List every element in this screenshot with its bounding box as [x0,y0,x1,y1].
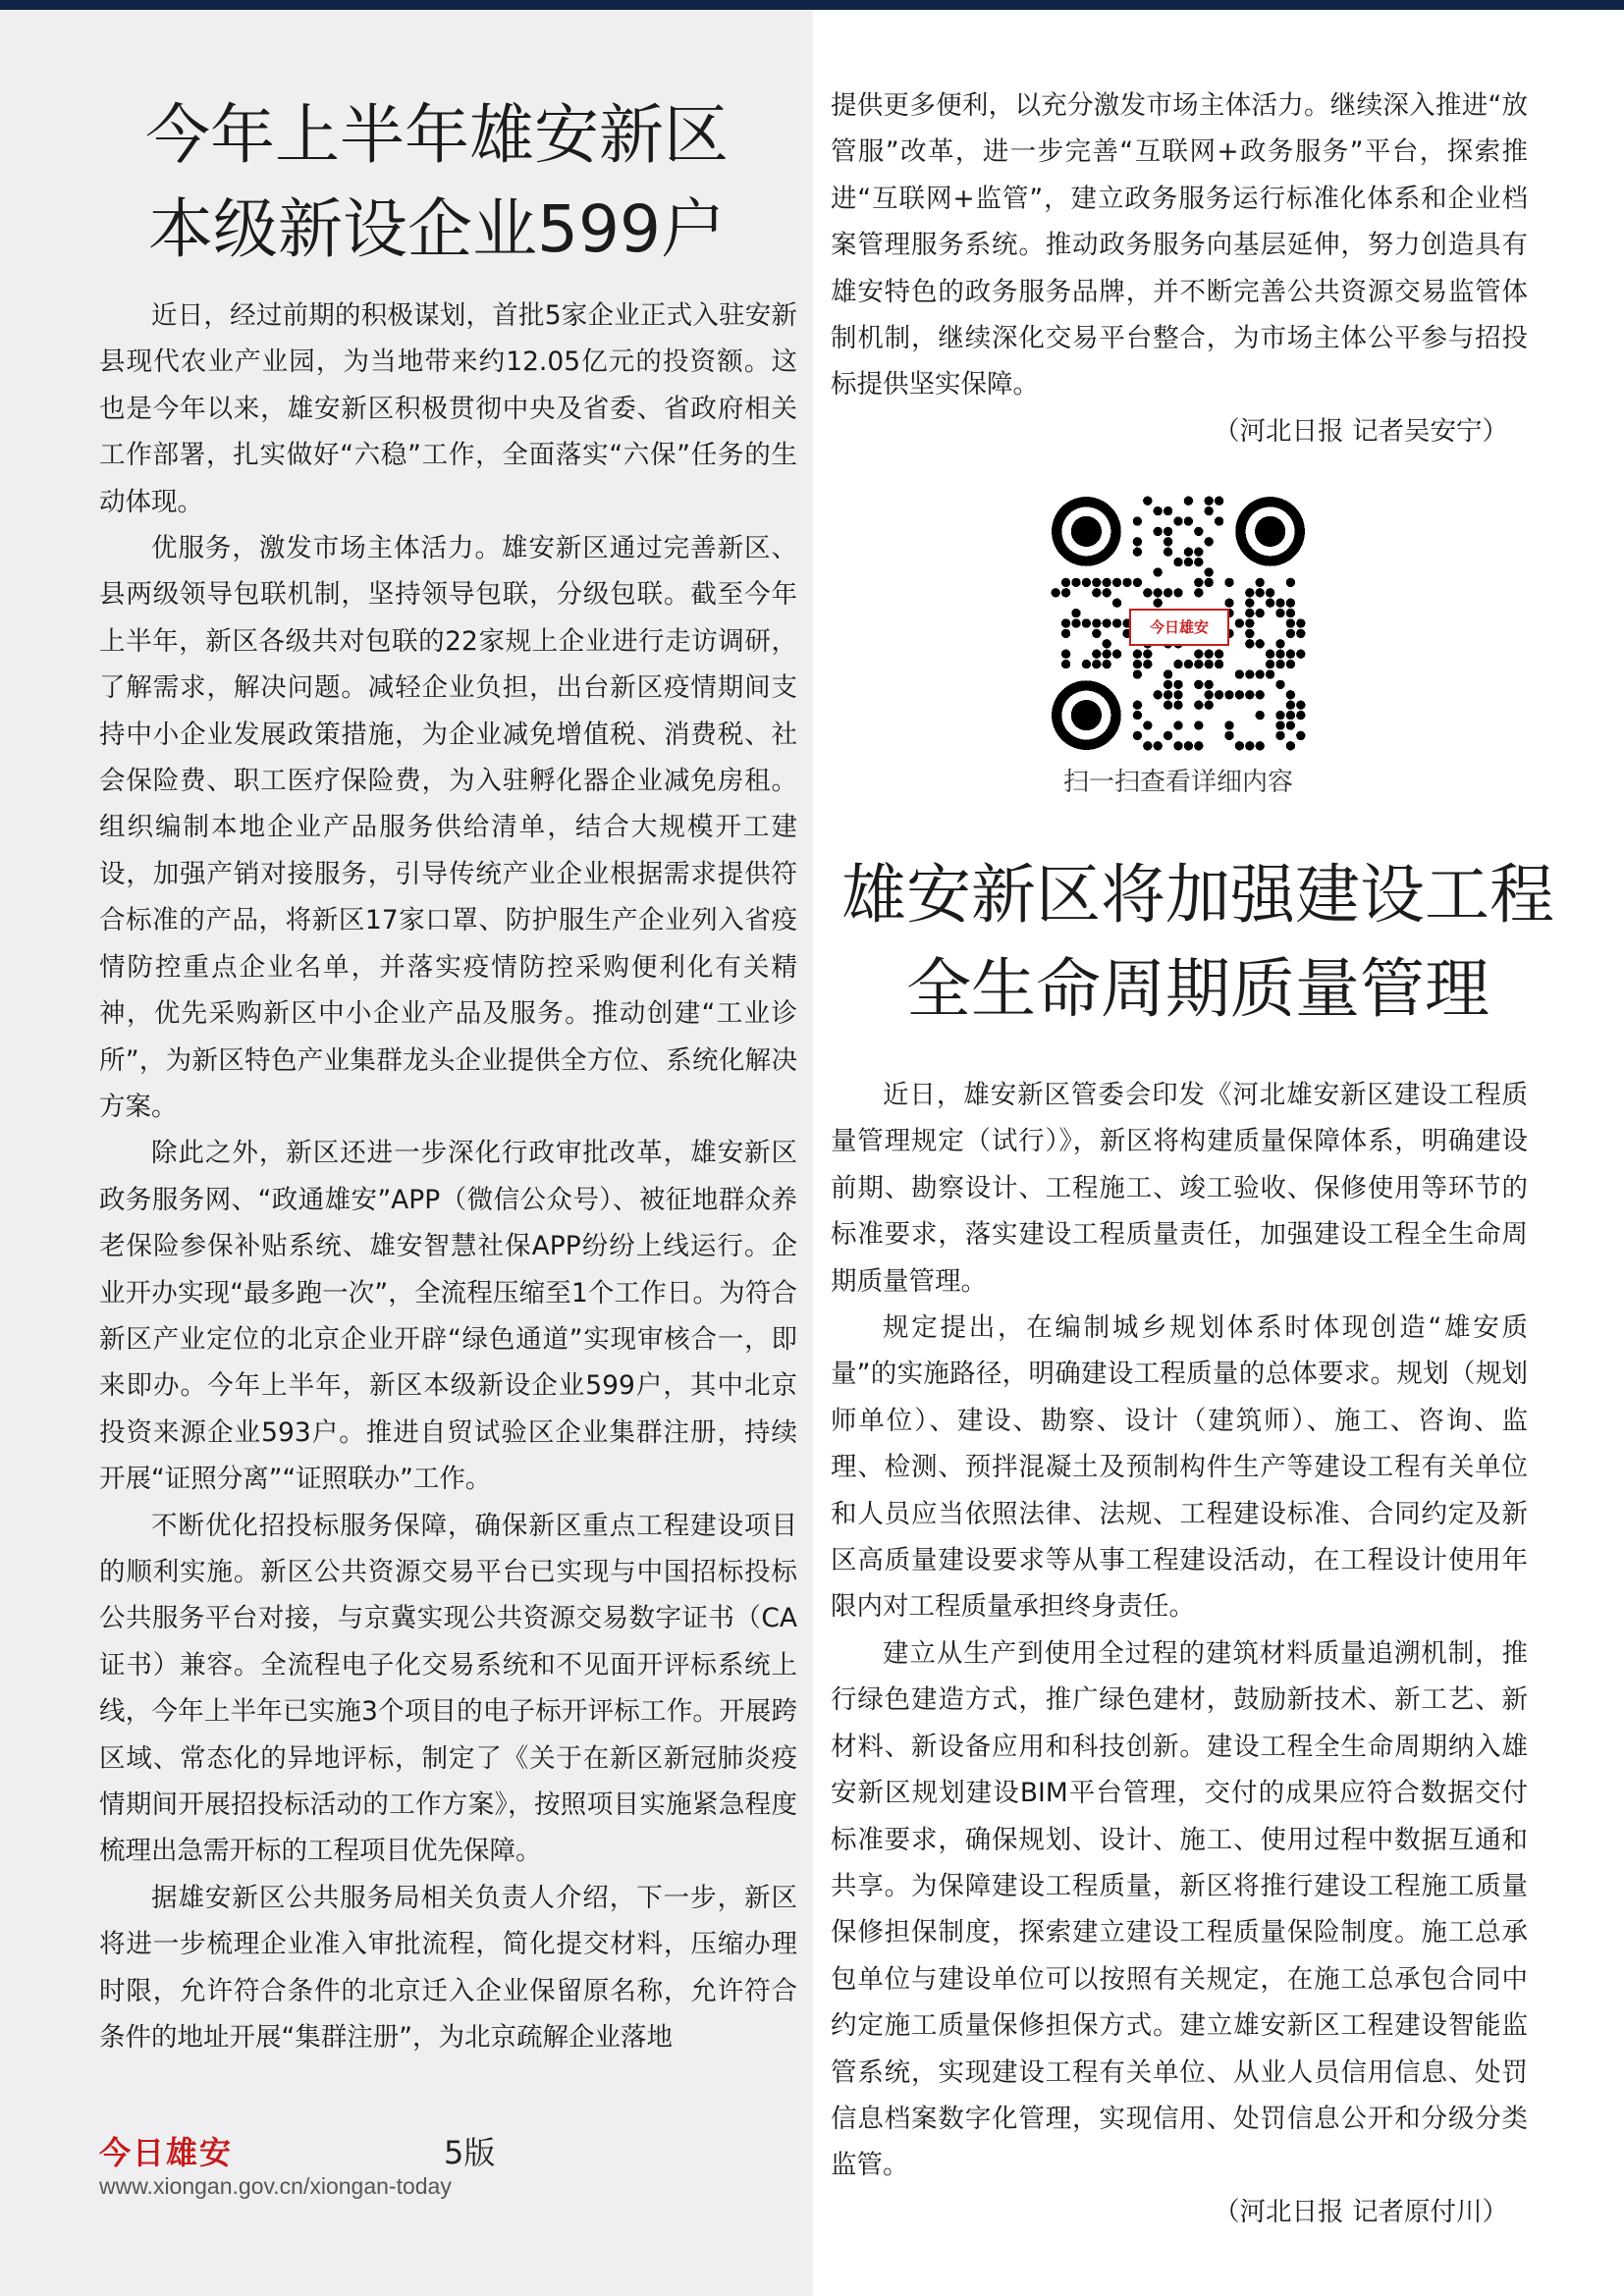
qr-module [1266,669,1274,678]
qr-module [1286,578,1295,587]
qr-module [1194,660,1203,668]
qr-module [1173,660,1182,668]
qr-module [1245,609,1254,617]
qr-module [1173,680,1182,689]
qr-module [1286,599,1295,608]
qr-module [1164,548,1172,557]
qr-module [1266,660,1274,668]
qr-module [1266,650,1274,659]
article2-paragraph: 近日，雄安新区管委会印发《河北雄安新区建设工程质量管理规定（试行）》，新区将构建质量保障体系，明确建设前期、勘察设计、工程施工、竣工验收、保修使用等环节的标准要求，落实建设工程质量责任，加强建设工程全生命周期质量管理。 [831,1080,1528,1297]
qr-module [1173,588,1182,597]
qr-module [1133,701,1142,710]
qr-module [1103,578,1111,587]
qr-module [1184,741,1193,750]
qr-module [1184,548,1193,557]
qr-module [1245,629,1254,638]
top-bar [0,0,1624,10]
qr-module [1071,618,1080,627]
qr-module [1154,507,1163,515]
qr-module [1224,721,1233,729]
footer-logo: 今日雄安 [99,2134,234,2171]
qr-module [1164,690,1172,699]
qr-module [1296,618,1305,627]
article1-paragraph: 优服务，激发市场主体活力。雄安新区通过完善新区、县两级领导包联机制，坚持领导包联，分级包联。截至今年上半年，新区各级共对包联的22家规上企业进行走访调研，了解需求，解决问题。减轻企业负担，出台新区疫情期间支持中小企业发展政策措施，为企业减免增值税、消费税、社会保险费、职工医疗保险费，为入驻孵化器企业减免房租。组织编制本地企业产品服务供给清单，结合大规模开工建设，加强产销对接服务，引导传统产业企业根据需求提供符合标准的产品，将新区17家口罩、防护服生产企业列入省疫情防控重点企业名单，并落实疫情防控采购便利化有关精神，优先采购新区中小企业产品及服务。推动创建“工业诊所”，为新区特色产业集群龙头企业提供全方位、系统化解决方案。 [99,533,797,1122]
article2-body [831,1072,1528,2235]
qr-module [1296,650,1305,659]
qr-module [1275,721,1284,729]
qr-module [1205,497,1214,506]
qr-module [1275,731,1284,740]
page-number: 5版 [444,2134,496,2171]
qr-module [1286,660,1295,668]
qr-module [1296,629,1305,638]
article1-byline: （河北日报 记者吴安宁） [1214,415,1508,447]
qr-module [1215,516,1223,525]
qr-module [1256,609,1265,617]
qr-module [1154,567,1163,576]
qr-module [1061,660,1070,668]
qr-module [1122,578,1131,587]
qr-module [1071,578,1080,587]
qr-module [1154,588,1163,597]
article2-title-line1: 雄安新区将加强建设工程 [841,857,1554,933]
qr-module [1184,497,1193,506]
qr-module [1092,588,1101,597]
qr-module [1275,609,1284,617]
qr-module [1245,690,1254,699]
qr-module [1133,660,1142,668]
qr-module [1256,669,1265,678]
article2-byline: （河北日报 记者原付川） [1214,2196,1508,2227]
qr-module [1205,507,1214,515]
qr-module [1173,558,1182,566]
qr-module [1256,588,1265,597]
qr-module [1245,588,1254,597]
article2-title-line2: 全生命周期质量管理 [906,951,1489,1027]
qr-module [1215,497,1223,506]
qr-module [1275,599,1284,608]
qr-module [1133,548,1142,557]
qr-module [1256,690,1265,699]
qr-module [1194,588,1203,597]
qr-module [1215,650,1223,659]
qr-module [1194,558,1203,566]
qr-module [1256,639,1265,648]
qr-module [1143,650,1152,659]
qr-module [1112,618,1121,627]
qr-module [1296,711,1305,720]
qr-module [1205,537,1214,546]
qr-module [1173,690,1182,699]
qr-module [1205,650,1214,659]
qr-module [1164,680,1172,689]
qr-module [1286,629,1295,638]
qr-module [1103,588,1111,597]
qr-module [1205,567,1214,576]
qr-module [1092,618,1101,627]
qr-module [1112,650,1121,659]
qr-module [1133,669,1142,678]
qr-module [1224,731,1233,740]
qr-module [1245,741,1254,750]
qr-module [1061,578,1070,587]
qr-module [1133,711,1142,720]
qr-module [1103,618,1111,627]
qr-module [1286,721,1295,729]
qr-module [1194,650,1203,659]
qr-module [1103,639,1111,648]
qr-module [1286,690,1295,699]
qr-module [1133,578,1142,587]
qr-module [1224,690,1233,699]
article1-body [99,293,797,2060]
article2-paragraph: 规定提出，在编制城乡规划体系时体现创造“雄安质量”的实施路径，明确建设工程质量的总体要求。规划（规划师单位）、建设、勘察、设计（建筑师）、施工、咨询、监理、检测、预拌混凝土及预制构件生产等建设工程有关单位和人员应当依照法律、法规、工程建设标准、合同约定及新区高质量建设要求等从事工程建设活动，在工程设计使用年限内对工程质量承担终身责任。 [831,1312,1528,1623]
qr-module [1154,599,1163,608]
qr-module [1205,701,1214,710]
qr-module [1235,690,1244,699]
qr-caption: 扫一扫查看详细内容 [1062,768,1293,797]
qr-module [1275,639,1284,648]
article1-title-line1: 今年上半年雄安新区 [145,97,729,173]
qr-module [1103,650,1111,659]
qr-center-logo: 今日雄安 [1129,609,1229,646]
qr-module [1164,527,1172,536]
qr-module [1286,650,1295,659]
qr-module [1194,701,1203,710]
qr-module [1286,609,1295,617]
qr-module [1164,588,1172,597]
qr-module [1194,741,1203,750]
qr-module [1245,599,1254,608]
qr-module [1194,548,1203,557]
qr-module [1235,618,1244,627]
qr-module [1143,741,1152,750]
qr-module [1194,680,1203,689]
qr-module [1194,721,1203,729]
qr-module [1112,578,1121,587]
qr-module [1092,629,1101,638]
qr-module [1275,660,1284,668]
article1-continuation [831,82,1528,454]
qr-module [1061,588,1070,597]
qr-module [1296,731,1305,740]
qr-module [1215,690,1223,699]
qr-module [1286,741,1295,750]
qr-module [1245,669,1254,678]
qr-module [1205,680,1214,689]
qr-module [1082,618,1091,627]
qr-module [1103,660,1111,668]
qr-module [1205,578,1214,587]
article1-paragraph: 据雄安新区公共服务局相关负责人介绍，下一步，新区将进一步梳理企业准入审批流程，简化提交材料，压缩办理时限，允许符合条件的北京迁入企业保留原名称，允许符合条件的地址开展“集群注册”，为北京疏解企业落地 [99,1882,797,2054]
qr-module [1061,629,1070,638]
qr-module [1092,660,1101,668]
qr-module [1164,669,1172,678]
footer-url[interactable]: www.xiongan.gov.cn/xiongan-today [99,2173,452,2199]
article1-paragraph: 不断优化招投标服务保障，确保新区重点工程建设项目的顺利实施。新区公共资源交易平台已实现与中国招标投标公共服务平台对接，与京冀实现公共资源交易数字证书（CA证书）兼容。全流程电子化交易系统和不见面开评标系统上线，今年上半年已实施3个项目的电子标开评标工作。开展跨区域、常态化的异地评标，制定了《关于在新区新冠肺炎疫情期间开展招投标活动的工作方案》，按照项目实施紧急程度梳理出急需开标的工程项目优先保障。 [99,1510,797,1867]
qr-module [1133,537,1142,546]
qr-module [1224,599,1233,608]
qr-module [1061,650,1070,659]
article2-paragraph: 建立从生产到使用全过程的建筑材料质量追溯机制，推行绿色建造方式，推广绿色建材，鼓励新技术、新工艺、新材料、新设备应用和科技创新。建设工程全生命周期纳入雄安新区规划建设BIM平台管理，交付的成果应符合数据交付标准要求，确保规划、设计、施工、使用过程中数据互通和共享。为保障建设工程质量，新区将推行建设工程施工质量保修担保制度，探索建立建设工程质量保险制度。施工总承包单位与建设单位可以按照有关规定，在施工总承包合同中约定施工质量保修担保方式。建立雄安新区工程建设智能监管系统，实现建设工程有关单位、从业人员信用信息、处罚信息档案数字化管理，实现信用、处罚信息公开和分级分类监管。 [831,1637,1528,2181]
qr-module [1092,650,1101,659]
qr-module [1275,711,1284,720]
article1-paragraph: 除此之外，新区还进一步深化行政审批改革，雄安新区政务服务网、“政通雄安”APP（微信公众号）、被征地群众养老保险参保补贴系统、雄安智慧社保APP纷纷上线运行。企业开办实现“最多跑一次”，全流程压缩至1个工作日。为符合新区产业定位的北京企业开辟“绿色通道”实现审核合一，即来即办。今年上半年，新区本级新设企业599户，其中北京投资来源企业593户。推进自贸试验区企业集群注册，持续开展“证照分离”“证照联办”工作。 [99,1138,797,1495]
qr-module [1154,741,1163,750]
qr-module [1052,588,1060,597]
qr-module [1164,731,1172,740]
qr-module [1143,497,1152,506]
qr-module [1224,578,1233,587]
qr-module [1061,618,1070,627]
qr-module [1164,507,1172,515]
qr-module [1143,660,1152,668]
qr-module [1173,741,1182,750]
qr-module [1173,701,1182,710]
article2-title [825,848,1571,1037]
qr-module [1173,721,1182,729]
qr-module [1184,660,1193,668]
article1-title-line2: 本级新设企业599户 [148,191,726,267]
qr-module [1296,701,1305,710]
qr-module [1256,578,1265,587]
qr-module [1256,741,1265,750]
qr-module [1092,578,1101,587]
qr-module [1266,599,1274,608]
qr-module [1205,660,1214,668]
article1-continuation-text: 提供更多便利，以充分激发市场主体活力。继续深入推进“放管服”改革，进一步完善“互联网+政务服务”平台，探索推进“互联网+监管”，建立政务服务运行标准化体系和企业档案管理服务系统。推动政务服务向基层延伸，努力创造具有雄安特色的政务服务品牌，并不断完善公共资源交易监管体制机制，继续深化交易平台整合，为市场主体公平参与招投标提供坚实保障。 [831,90,1528,400]
qr-module [1266,588,1274,597]
qr-module [1173,516,1182,525]
qr-module [1275,650,1284,659]
qr-module [1154,527,1163,536]
qr-module [1194,527,1203,536]
qr-module [1143,588,1152,597]
qr-module [1154,690,1163,699]
qr-module [1245,618,1254,627]
qr-module [1256,711,1265,720]
qr-module [1184,558,1193,566]
qr-module [1082,660,1091,668]
qr-module [1112,599,1121,608]
qr-module [1235,741,1244,750]
article1-paragraph: 近日，经过前期的积极谋划，首批5家企业正式入驻安新县现代农业产业园，为当地带来约12.05亿元的投资额。这也是今年以来，雄安新区积极贯彻中央及省委、省政府相关工作部署，扎实做好“六稳”工作，全面落实“六保”任务的生动体现。 [99,300,797,517]
qr-module [1133,516,1142,525]
qr-module [1205,690,1214,699]
qr-module [1215,660,1223,668]
article1-title [59,88,815,277]
qr-module [1133,650,1142,659]
qr-module [1133,731,1142,740]
qr-module [1071,609,1080,617]
qr-module [1245,639,1254,648]
qr-module [1275,680,1284,689]
qr-module [1235,669,1244,678]
qr-module [1082,578,1091,587]
qr-module [1184,516,1193,525]
qr-module [1286,711,1295,720]
qr-module [1164,537,1172,546]
qr-module [1286,618,1295,627]
qr-module [1164,701,1172,710]
qr-module [1194,578,1203,587]
qr-module [1143,721,1152,729]
qr-module [1286,701,1295,710]
